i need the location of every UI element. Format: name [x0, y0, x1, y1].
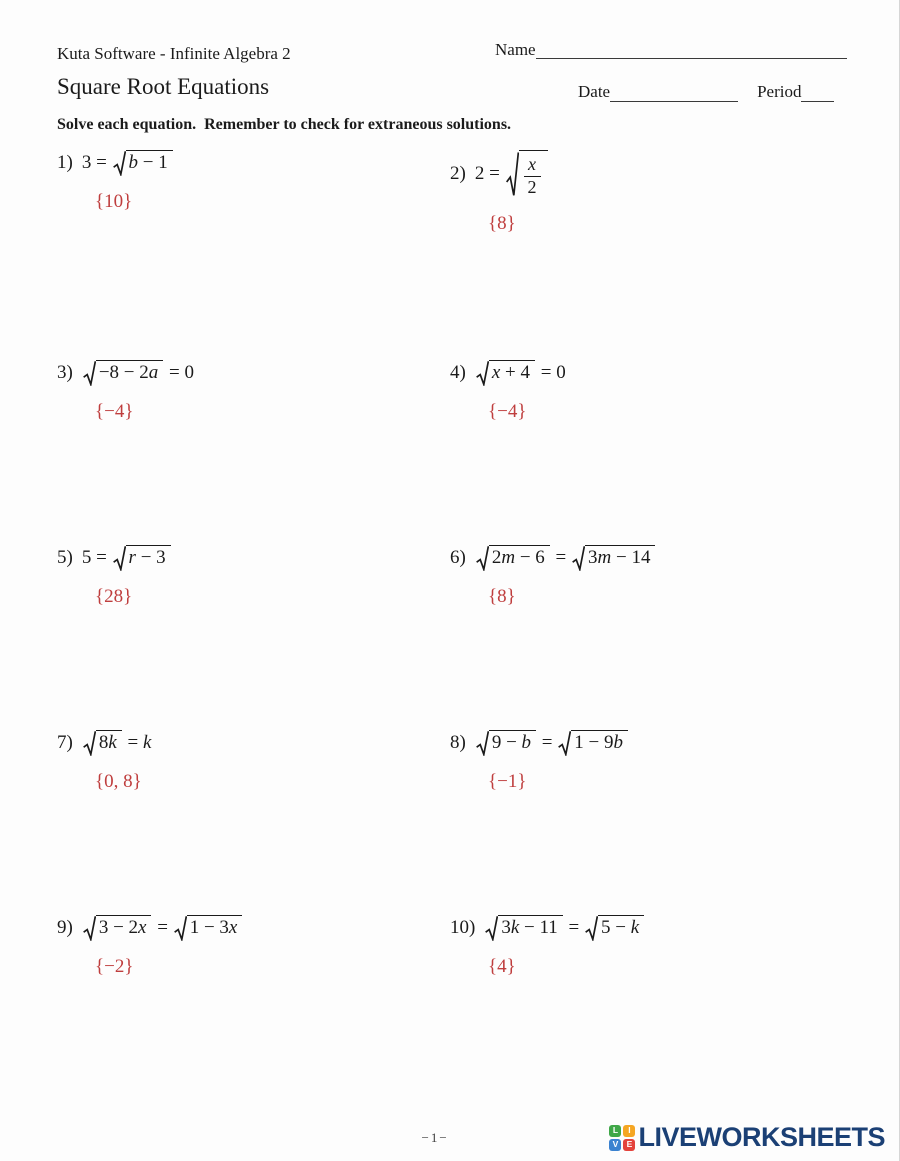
- period-label: Period: [757, 82, 802, 101]
- fraction-denominator: 2: [524, 176, 541, 199]
- problem-number: 9): [57, 917, 73, 938]
- radicand: x + 4: [489, 360, 535, 386]
- equation-line: [57, 915, 450, 941]
- radicand: 1 − 9b: [571, 730, 628, 756]
- problem-row: [57, 730, 879, 915]
- equation-line: [57, 360, 450, 386]
- problem-row: [57, 150, 879, 360]
- answer-solution: {−1}: [488, 771, 527, 792]
- equation-line: [450, 545, 879, 571]
- radical-icon: [174, 915, 187, 941]
- instructions-text: Solve each equation. Remember to check for extraneous solutions.: [57, 116, 512, 133]
- radicand: r − 3: [126, 545, 171, 571]
- equation-text: =: [152, 917, 173, 938]
- radical-icon: [572, 545, 585, 571]
- sqrt-radical: [506, 150, 548, 198]
- equation: [475, 545, 657, 571]
- radicand: 9 − b: [489, 730, 536, 756]
- radical-icon: [485, 915, 498, 941]
- radicand: b − 1: [126, 150, 173, 176]
- sqrt-radical: [558, 730, 628, 756]
- page-number: −1−: [421, 1130, 449, 1145]
- logo-tile-v: V: [609, 1139, 621, 1151]
- problem-5: [57, 545, 450, 730]
- answer-solution: {−4}: [95, 401, 134, 422]
- answer-solution: {4}: [488, 956, 516, 977]
- sqrt-radical: [476, 545, 550, 571]
- sqrt-radical: [476, 730, 536, 756]
- problem-number: 8): [450, 732, 466, 753]
- liveworksheets-wordmark: LIVEWORKSHEETS: [638, 1122, 885, 1152]
- answer-solution: {28}: [95, 586, 133, 607]
- equation-text: 3 =: [81, 152, 112, 173]
- radical-icon: [113, 150, 126, 176]
- radicand: 1 − 3x: [187, 915, 243, 941]
- problem-number: 6): [450, 547, 466, 568]
- equation-text: =: [537, 732, 558, 753]
- liveworksheets-tiles-icon: [609, 1125, 635, 1151]
- sqrt-radical: [113, 150, 173, 176]
- answer-solution: {10}: [95, 191, 133, 212]
- equation-line: [450, 915, 879, 941]
- radical-icon: [476, 545, 489, 571]
- equation: [475, 150, 549, 198]
- sqrt-radical: [83, 730, 122, 756]
- liveworksheets-logo[interactable]: [609, 1122, 885, 1153]
- problem-row: [57, 360, 879, 545]
- answer-solution: {−4}: [488, 401, 527, 422]
- equation-text: = 0: [535, 362, 566, 383]
- sqrt-radical: [83, 360, 163, 386]
- fraction-numerator: x: [528, 154, 537, 174]
- radicand: 3m − 14: [585, 545, 655, 571]
- logo-tile-i: I: [623, 1125, 635, 1137]
- equation-text: 2 =: [474, 163, 505, 185]
- problem-10: [450, 915, 879, 978]
- radical-icon: [83, 915, 96, 941]
- sqrt-radical: [485, 915, 562, 941]
- worksheet-header: [0, 0, 899, 150]
- problem-number: 1): [57, 152, 73, 173]
- logo-tile-l: L: [609, 1125, 621, 1137]
- radicand: 3 − 2x: [96, 915, 152, 941]
- problem-9: [57, 915, 450, 978]
- equation-line: [450, 150, 879, 198]
- sqrt-radical: [572, 545, 655, 571]
- radical-icon: [476, 360, 489, 386]
- problem-4: [450, 360, 879, 545]
- problem-number: 4): [450, 362, 466, 383]
- radical-icon: [476, 730, 489, 756]
- sqrt-radical: [83, 915, 152, 941]
- logo-tile-e: E: [623, 1139, 635, 1151]
- page-title: Square Root Equations: [57, 74, 270, 99]
- problem-number: 3): [57, 362, 73, 383]
- problem-number: 5): [57, 547, 73, 568]
- problem-number: 10): [450, 917, 476, 938]
- problem-1: [57, 150, 450, 360]
- problem-2: [450, 150, 879, 360]
- fraction: [522, 152, 543, 198]
- equation-text: =: [563, 917, 584, 938]
- equation: [82, 730, 152, 756]
- equation-line: [57, 545, 450, 571]
- radical-icon: [585, 915, 598, 941]
- radical-icon: [83, 360, 96, 386]
- equation-line: [57, 730, 450, 756]
- radical-icon: [113, 545, 126, 571]
- problem-row: [57, 545, 879, 730]
- name-field: [495, 40, 847, 60]
- sqrt-radical: [585, 915, 644, 941]
- problem-number: 2): [450, 163, 466, 185]
- problem-number: 7): [57, 732, 73, 753]
- sqrt-radical: [174, 915, 243, 941]
- equation-text: = k: [122, 732, 152, 753]
- radicand: 8k: [96, 730, 122, 756]
- radicand: 3k − 11: [498, 915, 562, 941]
- radicand: 2m − 6: [489, 545, 550, 571]
- radical-icon: [83, 730, 96, 756]
- equation: [82, 150, 174, 176]
- problem-3: [57, 360, 450, 545]
- answer-solution: {8}: [488, 213, 516, 235]
- equation: [82, 545, 172, 571]
- equation: [82, 360, 194, 386]
- problem-8: [450, 730, 879, 915]
- date-label: Date: [578, 82, 611, 101]
- radicand: 5 − k: [598, 915, 644, 941]
- date-period-fields: [578, 82, 834, 102]
- equation: [475, 360, 566, 386]
- sqrt-radical: [476, 360, 535, 386]
- equation-line: [450, 360, 879, 386]
- problem-6: [450, 545, 879, 730]
- radical-icon: [558, 730, 571, 756]
- name-blank-line[interactable]: [536, 40, 847, 59]
- date-blank-line[interactable]: [610, 83, 738, 102]
- equation: [475, 730, 629, 756]
- period-blank-line[interactable]: [801, 83, 834, 102]
- name-label: Name: [495, 40, 536, 59]
- equation: [82, 915, 244, 941]
- radicand: [519, 150, 548, 198]
- equation-text: = 0: [164, 362, 194, 383]
- problem-row: [57, 915, 879, 978]
- equation: [484, 915, 645, 941]
- equation-text: =: [550, 547, 571, 568]
- equation-line: [57, 150, 450, 176]
- problems-list: [57, 150, 879, 978]
- answer-solution: {−2}: [95, 956, 134, 977]
- radical-icon: [506, 150, 519, 198]
- sqrt-radical: [113, 545, 171, 571]
- equation-line: [450, 730, 879, 756]
- equation-text: 5 =: [81, 547, 112, 568]
- answer-solution: {0, 8}: [95, 771, 142, 792]
- software-title: Kuta Software - Infinite Algebra 2: [57, 44, 291, 63]
- answer-solution: {8}: [488, 586, 516, 607]
- problem-7: [57, 730, 450, 915]
- radicand: −8 − 2a: [96, 360, 163, 386]
